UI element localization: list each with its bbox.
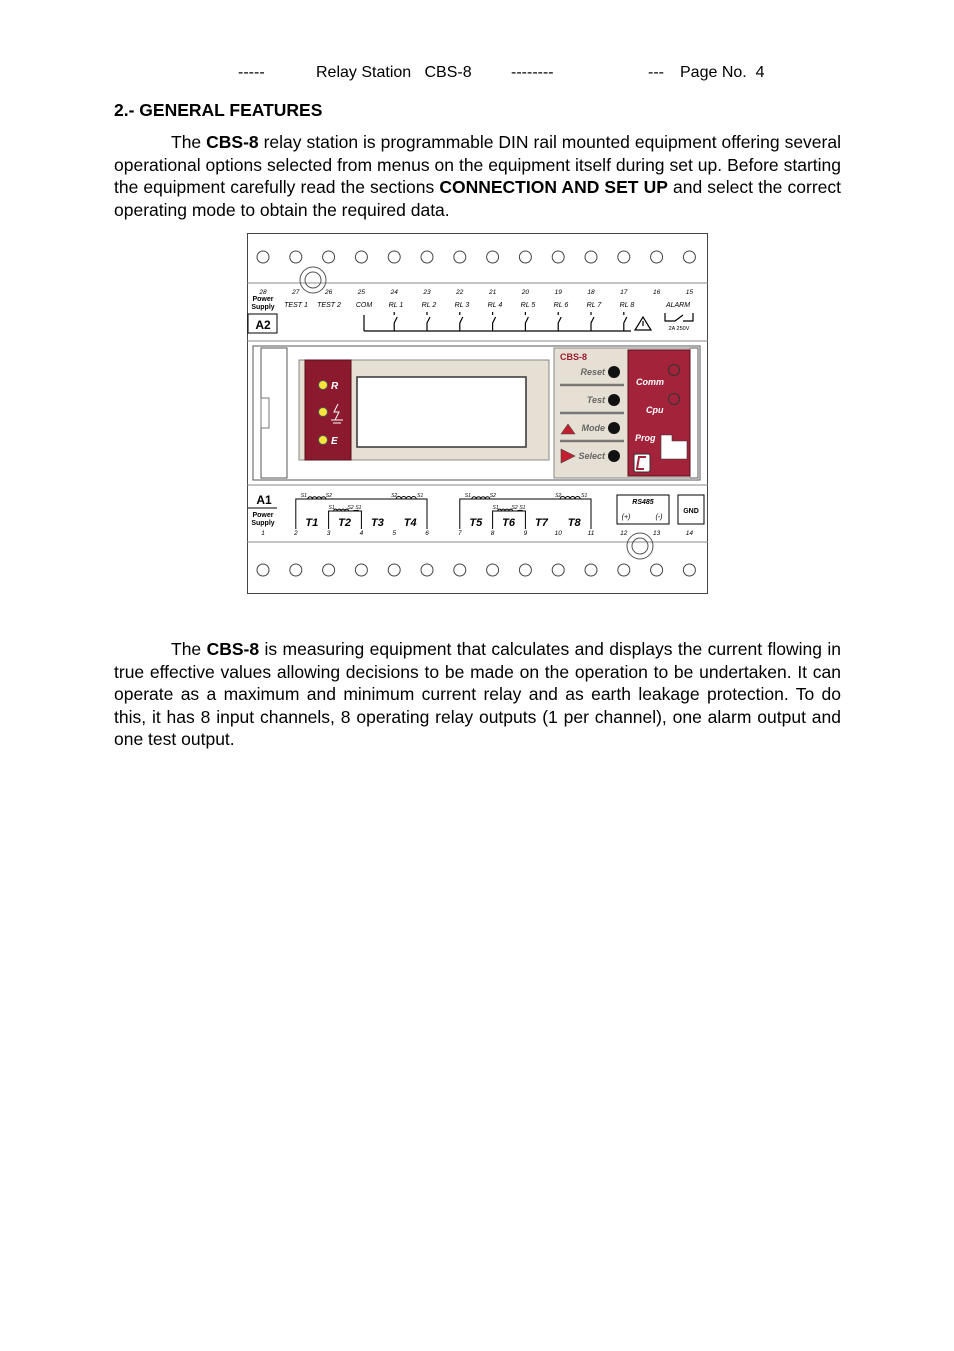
product-name: CBS-8 bbox=[206, 639, 260, 659]
header-page-number: Page No. 4 bbox=[680, 64, 765, 81]
terminal-label: RL 8 bbox=[619, 302, 635, 309]
rs485-label: RS485 bbox=[632, 499, 654, 506]
terminal-label: ALARM bbox=[665, 302, 691, 309]
s2-label: S2 bbox=[325, 493, 332, 499]
header-dashes-left: ----- bbox=[238, 64, 265, 81]
device-diagram bbox=[247, 233, 708, 594]
power-supply-label: Supply bbox=[251, 304, 275, 311]
led-indicator-icon bbox=[319, 436, 328, 445]
status-label-cpu: Cpu bbox=[646, 405, 664, 415]
terminal-number: 28 bbox=[259, 289, 267, 296]
terminal-label: RL 7 bbox=[586, 302, 602, 309]
terminal-number: 17 bbox=[620, 289, 628, 296]
terminal-label: RL 3 bbox=[454, 302, 470, 309]
terminal-number: 12 bbox=[620, 530, 628, 537]
terminal-number: 23 bbox=[423, 289, 431, 296]
paragraph-text: and select the correct operating mode to obtain the required data. bbox=[114, 177, 841, 220]
s1-label: S1 bbox=[464, 493, 471, 499]
keypad-button bbox=[608, 450, 620, 462]
terminal-number: 15 bbox=[685, 289, 694, 296]
led-indicator-icon bbox=[319, 408, 328, 417]
s2-label: S2 bbox=[555, 493, 562, 499]
paragraph-text: relay station is programmable DIN rail mounted equipment offering several operational options selected from menus on the equipment itself during set up. Before starting the equipment carefully read the sections bbox=[114, 132, 841, 197]
keypad-button bbox=[608, 366, 620, 378]
header-dashes-mid: -------- bbox=[511, 64, 554, 81]
s2-label: S2 bbox=[391, 493, 398, 499]
terminal-label: TEST 2 bbox=[317, 302, 341, 309]
keypad-button-label: Mode bbox=[581, 423, 605, 433]
terminal-number: 7 bbox=[457, 530, 462, 537]
transformer-label: T5 bbox=[469, 517, 483, 529]
terminal-label: RL 6 bbox=[553, 302, 569, 309]
terminal-label: RL 5 bbox=[520, 302, 536, 309]
terminal-number: 14 bbox=[685, 530, 694, 537]
rs485-minus-label: (-) bbox=[655, 514, 663, 521]
keypad-button bbox=[608, 422, 620, 434]
s2-label: S2 bbox=[511, 505, 518, 511]
header-doc-title: Relay Station CBS-8 bbox=[316, 64, 472, 81]
terminal-number: 6 bbox=[425, 530, 429, 537]
terminal-number: 20 bbox=[521, 289, 530, 296]
keypad-button-label: Reset bbox=[580, 367, 605, 377]
transformer-label: T7 bbox=[534, 517, 548, 529]
a1-label: A1 bbox=[256, 493, 272, 507]
s2-label: S2 bbox=[347, 505, 354, 511]
model-label: CBS-8 bbox=[560, 352, 588, 362]
s2-label: S2 bbox=[489, 493, 496, 499]
terminal-number: 26 bbox=[324, 289, 333, 296]
a2-label: A2 bbox=[255, 318, 271, 332]
device-diagram-svg bbox=[247, 233, 708, 594]
terminal-label: RL 4 bbox=[487, 302, 503, 309]
alarm-rating: 2A 250V bbox=[668, 326, 690, 332]
s1-label: S1 bbox=[581, 493, 588, 499]
power-supply-label: Power bbox=[252, 296, 274, 303]
lcd-screen bbox=[357, 377, 526, 447]
terminal-number: 21 bbox=[488, 289, 497, 296]
terminal-number: 10 bbox=[554, 530, 562, 537]
page-header bbox=[0, 64, 954, 84]
terminal-number: 9 bbox=[523, 530, 528, 537]
terminal-number: 1 bbox=[261, 530, 265, 537]
terminal-number: 13 bbox=[652, 530, 661, 537]
s1-label: S1 bbox=[519, 505, 526, 511]
comm-led-icon bbox=[669, 365, 680, 376]
side-tab bbox=[261, 398, 269, 428]
cpu-led-icon bbox=[669, 394, 680, 405]
s1-label: S1 bbox=[300, 493, 307, 499]
terminal-label: COM bbox=[355, 302, 373, 309]
power-supply-label: Power bbox=[252, 512, 274, 519]
transformer-label: T3 bbox=[370, 517, 384, 529]
terminal-number: 2 bbox=[293, 530, 298, 537]
terminal-number: 16 bbox=[652, 289, 661, 296]
transformer-label: T4 bbox=[403, 517, 417, 529]
transformer-label: T1 bbox=[305, 517, 319, 529]
status-label-comm: Comm bbox=[636, 377, 665, 387]
paragraph-text: The bbox=[171, 132, 207, 152]
transformer-label: T2 bbox=[338, 517, 352, 529]
led-strip bbox=[305, 360, 351, 460]
transformer-label: T8 bbox=[567, 517, 581, 529]
terminal-label: RL 1 bbox=[388, 302, 404, 309]
paragraph-intro bbox=[114, 131, 841, 221]
section-reference: CONNECTION AND SET UP bbox=[439, 177, 668, 197]
transformer-label: T6 bbox=[502, 517, 516, 529]
rs485-plus-label: (+) bbox=[621, 514, 631, 521]
led-label: R bbox=[331, 381, 339, 392]
status-label-prog: Prog bbox=[635, 433, 656, 443]
paragraph-text: is measuring equipment that calculates and displays the current flowing in true effective values allowing decisions to be made on the operation to be undertaken. It can operate as a maximum and minimum current relay and as earth leakage protection. To do this, it has 8 input channels, 8 operating relay outputs (1 per channel), one alarm output and one test output. bbox=[114, 639, 841, 749]
header-dashes-right: --- bbox=[648, 64, 664, 81]
terminal-number: 24 bbox=[390, 289, 398, 296]
terminal-number: 27 bbox=[292, 289, 300, 296]
power-supply-label: Supply bbox=[251, 520, 275, 527]
terminal-label: RL 2 bbox=[421, 302, 437, 309]
terminal-number: 18 bbox=[587, 289, 595, 296]
terminal-number: 25 bbox=[357, 289, 366, 296]
s1-label: S1 bbox=[328, 505, 335, 511]
terminal-number: 4 bbox=[359, 530, 364, 537]
terminal-number: 8 bbox=[490, 530, 495, 537]
terminal-number: 3 bbox=[326, 530, 331, 537]
product-name: CBS-8 bbox=[206, 132, 259, 152]
terminal-label: TEST 1 bbox=[284, 302, 308, 309]
led-label: E bbox=[331, 436, 338, 447]
paragraph-text: The bbox=[171, 639, 207, 659]
s1-label: S1 bbox=[417, 493, 424, 499]
paragraph-description bbox=[114, 638, 841, 751]
keypad-button bbox=[608, 394, 620, 406]
keypad-button-label: Select bbox=[578, 451, 605, 461]
terminal-number: 11 bbox=[587, 530, 595, 537]
keypad-button-label: Test bbox=[586, 395, 605, 405]
section-title: 2.- GENERAL FEATURES bbox=[114, 100, 323, 120]
terminal-number: 19 bbox=[554, 289, 562, 296]
terminal-number: 22 bbox=[456, 289, 464, 296]
led-indicator-icon bbox=[319, 381, 328, 390]
gnd-label: GND bbox=[683, 508, 699, 515]
terminal-number: 5 bbox=[392, 530, 397, 537]
s1-label: S1 bbox=[492, 505, 499, 511]
s1-label: S1 bbox=[355, 505, 362, 511]
